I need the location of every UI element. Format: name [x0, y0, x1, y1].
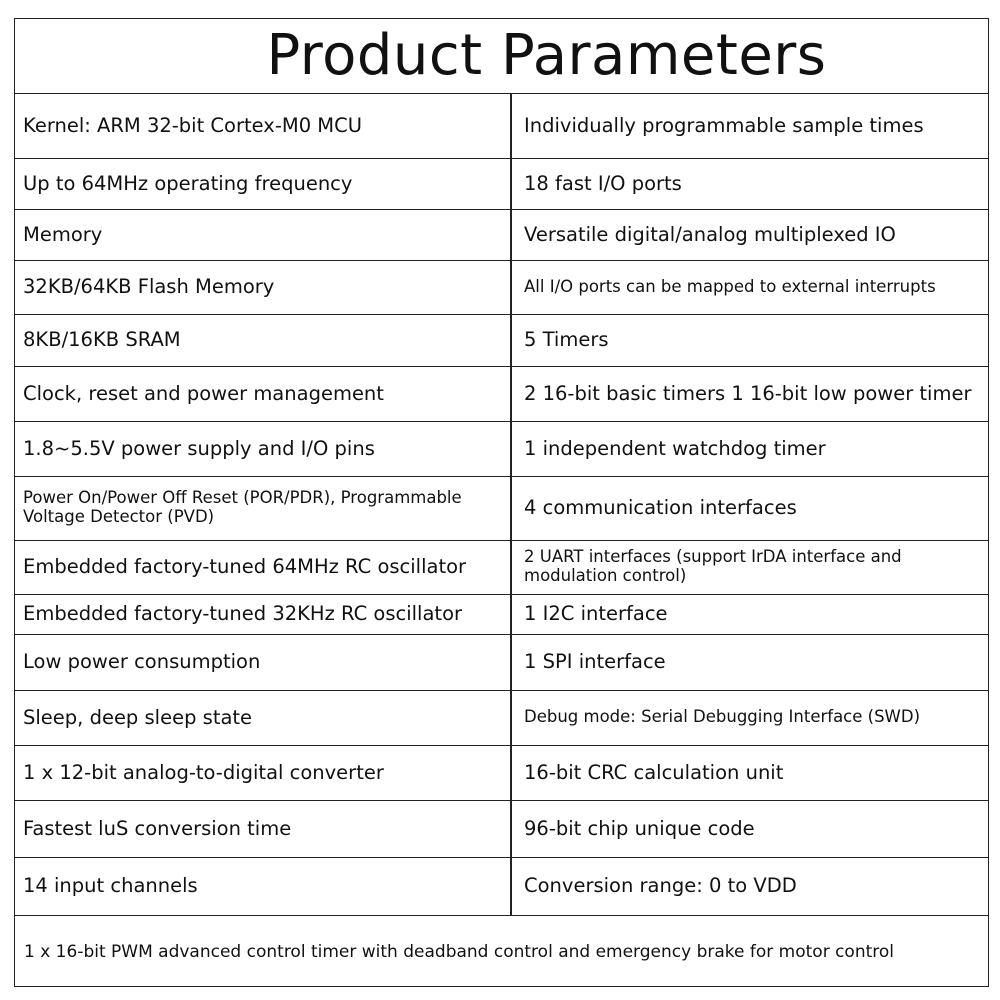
- right-parameter-cell: 1 I2C interface: [524, 602, 668, 626]
- right-parameter-cell: 1 independent watchdog timer: [524, 436, 826, 460]
- left-parameter-cell: 8KB/16KB SRAM: [23, 328, 181, 352]
- right-parameter-cell: Debug mode: Serial Debugging Interface (SWD): [524, 707, 921, 727]
- right-parameter-cell: 2 UART interfaces (support IrDA interface and modulation control): [524, 547, 902, 585]
- left-parameter-cell: Low power consumption: [23, 650, 261, 674]
- left-parameter-cell: Power On/Power Off Reset (POR/PDR), Programmable Voltage Detector (PVD): [23, 488, 462, 526]
- right-parameter-cell: All I/O ports can be mapped to external interrupts: [524, 276, 936, 296]
- left-parameter-cell: Fastest luS conversion time: [23, 816, 292, 840]
- page-title: Product Parameters: [14, 18, 989, 94]
- right-parameter-cell: 4 communication interfaces: [524, 496, 797, 520]
- right-parameter-cell: 2 16-bit basic timers 1 16-bit low power timer: [524, 381, 972, 405]
- left-parameter-cell: Memory: [23, 222, 103, 246]
- right-parameter-cell: 18 fast I/O ports: [524, 171, 682, 195]
- left-parameter-cell: Kernel: ARM 32-bit Cortex-M0 MCU: [23, 114, 363, 138]
- footer-note: 1 x 16-bit PWM advanced control timer with deadband control and emergency brake for motor control: [14, 915, 989, 987]
- right-parameter-cell: 96-bit chip unique code: [524, 816, 755, 840]
- right-parameter-cell: 16-bit CRC calculation unit: [524, 760, 784, 784]
- right-parameter-cell: Conversion range: 0 to VDD: [524, 874, 797, 898]
- left-parameter-cell: 32KB/64KB Flash Memory: [23, 275, 275, 299]
- left-parameter-cell: 14 input channels: [23, 874, 198, 898]
- left-parameter-cell: 1.8~5.5V power supply and I/O pins: [23, 436, 375, 460]
- left-parameter-cell: Embedded factory-tuned 64MHz RC oscillator: [23, 555, 467, 579]
- right-parameter-cell: 5 Timers: [524, 328, 609, 352]
- left-parameter-cell: Embedded factory-tuned 32KHz RC oscillator: [23, 602, 463, 626]
- left-parameter-cell: Clock, reset and power management: [23, 381, 384, 405]
- left-parameter-cell: Up to 64MHz operating frequency: [23, 171, 353, 195]
- right-parameter-cell: Individually programmable sample times: [524, 114, 924, 138]
- right-parameter-cell: Versatile digital/analog multiplexed IO: [524, 222, 896, 246]
- right-parameter-cell: 1 SPI interface: [524, 650, 666, 674]
- left-parameter-cell: 1 x 12-bit analog-to-digital converter: [23, 760, 384, 784]
- left-parameter-cell: Sleep, deep sleep state: [23, 705, 253, 729]
